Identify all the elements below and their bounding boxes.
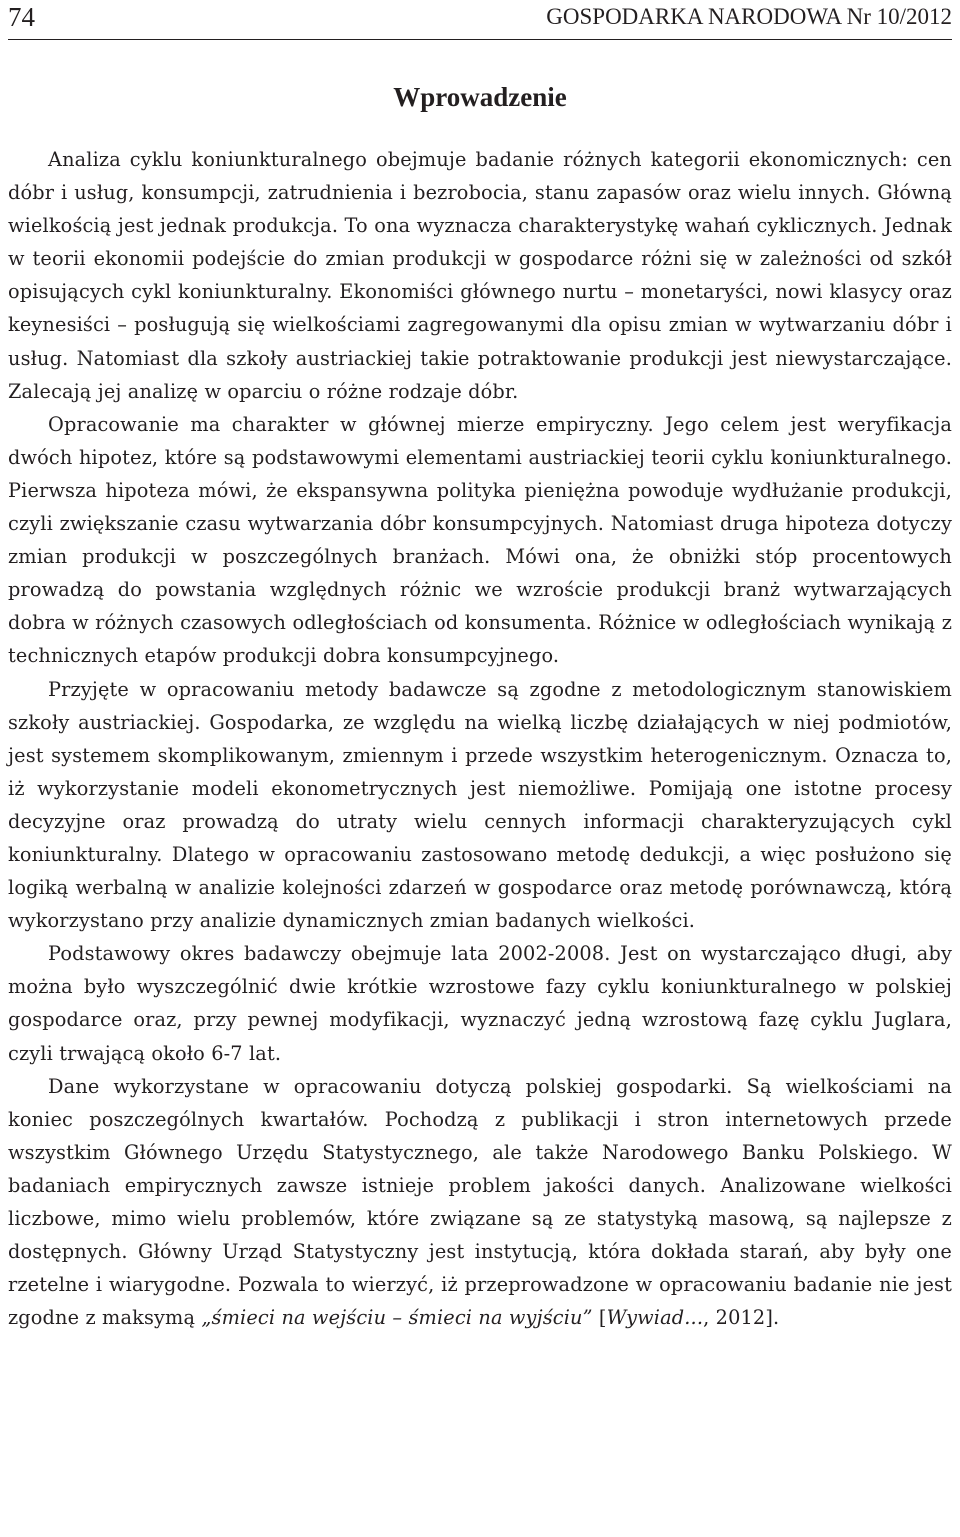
header-rule [8, 39, 952, 40]
citation-close: , 2012]. [703, 1306, 780, 1330]
quoted-maxim: „śmieci na wejściu – śmieci na wyjściu” [201, 1306, 593, 1330]
article-body [8, 143, 952, 1334]
page-number: 74 [8, 2, 35, 32]
page-header [0, 0, 960, 40]
paragraph: Przyjęte w opracowaniu metody badawcze są zgodne z metodologicznym stanowiskiem szkoły austriackiej. Gospodarka, ze względu na wielką liczbę działających w niej podmiotów, jest systemem skomplikowanym, zmiennym i przede wszystkim heterogenicznym. Oznacza to, iż wykorzystanie modeli ekonometrycznych jest niemożliwe. Pomijają one istotne procesy decyzyjne oraz prowadzą do utraty wielu cennych informacji charakteryzujących cykl koniunkturalny. Dlatego w opracowaniu zastosowano metodę dedukcji, a więc posłużono się logiką werbalną w analizie kolejności zdarzeń w gospodarce oraz metodę porównawczą, którą wykorzystano przy analizie dynamicznych zmian badanych wielkości. [8, 677, 952, 933]
citation-open: [ [592, 1306, 607, 1330]
paragraph: Analiza cyklu koniunkturalnego obejmuje badanie różnych kategorii ekonomicznych: cen dóbr i usług, konsumpcji, zatrudnienia i bezrobocia, stanu zapasów oraz wielu innych. Główną wielkością jest jednak produkcja. To ona wyznacza charakterystykę wahań cyklicznych. Jednak w teorii ekonomii podejście do zmian produkcji w gospodarce różni się w zależności od szkół opisujących cykl koniunkturalny. Ekonomiści głównego nurtu – monetaryści, nowi klasycy oraz keynesiści – posługują się wielkościami zagregowanymi dla opisu zmian w wytwarzaniu dóbr i usług. Natomiast dla szkoły austriackiej takie potraktowanie produkcji jest niewystarczające. Zalecają jej analizę w oparciu o różne rodzaje dóbr. [8, 148, 952, 403]
citation-source: Wywiad... [606, 1306, 704, 1330]
paragraph-last [8, 1070, 952, 1335]
journal-title: GOSPODARKA NARODOWA Nr 10/2012 [546, 4, 952, 29]
paragraph: Podstawowy okres badawczy obejmuje lata 2002-2008. Jest on wystarczająco długi, aby można było wyszczególnić dwie krótkie wzrostowe fazy cyklu koniunkturalnego w polskiej gospodarce oraz, przy pewnej modyfikacji, wyznaczyć jedną wzrostową fazę cyklu Juglara, czyli trwającą około 6-7 lat. [8, 942, 952, 1065]
paragraph-text: Dane wykorzystane w opracowaniu dotyczą polskiej gospodarki. Są wielkościami na koniec poszczególnych kwartałów. Pochodzą z publikacji i stron internetowych przede wszystkim Głównego Urzędu Statystycznego, ale także Narodowego Banku Polskiego. W badaniach empirycznych zawsze istnieje problem jakości danych. Analizowane wielkości liczbowe, mimo wielu problemów, które związane są ze statystyką masową, są najlepsze z dostępnych. Główny Urząd Statystyczny jest instytucją, która dokłada starań, aby były one rzetelne i wiarygodne. Pozwala to wierzyć, iż przeprowadzone w opracowaniu badanie nie jest zgodne z maksymą [8, 1074, 952, 1330]
section-heading: Wprowadzenie [393, 82, 567, 112]
paragraph: Opracowanie ma charakter w głównej mierze empiryczny. Jego celem jest weryfikacja dwóch hipotez, które są podstawowymi elementami austriackiej teorii cyklu koniunkturalnego. Pierwsza hipoteza mówi, że ekspansywna polityka pieniężna powoduje wydłużanie produkcji, czyli zwiększanie czasu wytwarzania dóbr konsumpcyjnych. Natomiast druga hipoteza dotyczy zmian produkcji w poszczególnych branżach. Mówi ona, że obniżki stóp procentowych prowadzą do powstania względnych różnic we wzroście produkcji branż wytwarzających dobra w różnych czasowych odległościach od konsumenta. Różnice w odległościach wynikają z technicznych etapów produkcji dobra konsumpcyjnego. [8, 412, 952, 668]
